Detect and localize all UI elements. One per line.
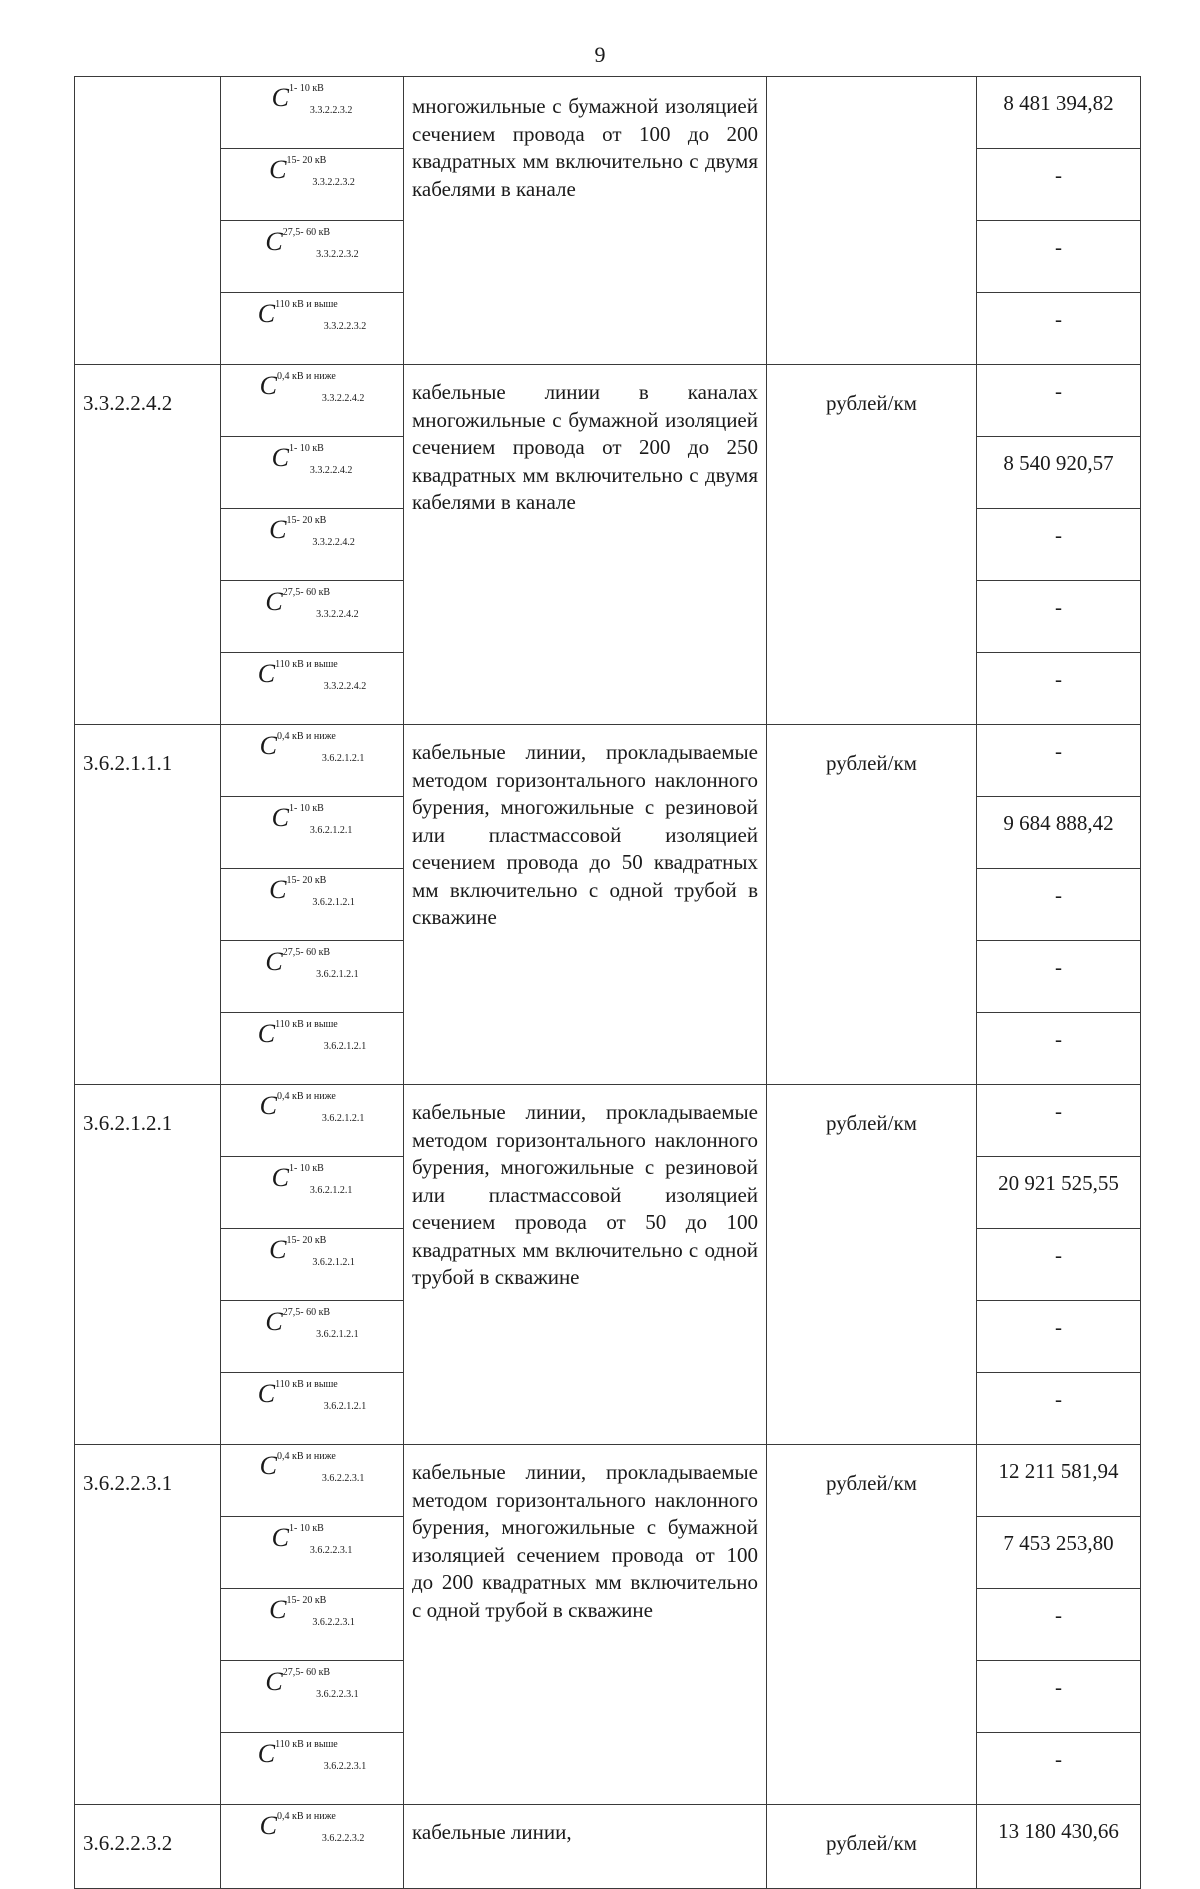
rate-value: 20 921 525,55	[977, 1157, 1141, 1229]
rate-value: -	[977, 509, 1141, 581]
item-code: 3.6.2.1.1.1	[75, 725, 221, 1085]
variable-index: 3.6.2.2.3.1	[309, 1545, 353, 1556]
rate-value: 12 211 581,94	[977, 1445, 1141, 1517]
rate-value: -	[977, 221, 1141, 293]
variable-symbol: C	[271, 1523, 289, 1552]
rate-variable	[221, 941, 404, 1013]
rate-variable	[221, 725, 404, 797]
item-description: кабельные линии,	[404, 1805, 767, 1889]
rate-value: -	[977, 1373, 1141, 1445]
item-description: кабельные линии в каналах многожильные с бумажной изоляцией сечением провода от 200 до 250 квадратных мм включительно с двумя кабелями в канале	[404, 365, 767, 725]
item-description: кабельные линии, прокладываемые методом горизонтального наклонного бурения, многожильные с резиновой или пластмассовой изоляцией сечением провода от 50 до 100 квадратных мм включительно с одной трубой в скважине	[404, 1085, 767, 1445]
item-code	[75, 77, 221, 365]
rate-value: -	[977, 653, 1141, 725]
rate-value: 8 481 394,82	[977, 77, 1141, 149]
rate-value: 7 453 253,80	[977, 1517, 1141, 1589]
variable-symbol: C	[271, 803, 289, 832]
variable-symbol: C	[265, 587, 283, 616]
variable-symbol: C	[265, 1307, 283, 1336]
voltage-class: 110 кВ и выше	[275, 1019, 338, 1030]
table-row	[75, 1805, 1141, 1889]
voltage-class: 27,5- 60 кВ	[282, 587, 331, 598]
variable-index: 3.6.2.2.3.1	[316, 1689, 359, 1700]
voltage-class: 0,4 кВ и ниже	[277, 1811, 336, 1822]
rate-value: -	[977, 365, 1141, 437]
variable-index: 3.6.2.1.2.1	[323, 1401, 367, 1412]
voltage-class: 0,4 кВ и ниже	[277, 1451, 336, 1462]
table-row	[75, 1085, 1141, 1157]
rate-variable	[221, 77, 404, 149]
variable-index: 3.6.2.1.2.1	[316, 969, 359, 980]
rate-variable	[221, 221, 404, 293]
rate-variable	[221, 365, 404, 437]
voltage-class: 15- 20 кВ	[286, 1235, 327, 1246]
rate-value: -	[977, 1229, 1141, 1301]
rate-variable	[221, 293, 404, 365]
table-row	[75, 365, 1141, 437]
variable-index: 3.6.2.1.2.1	[309, 825, 353, 836]
voltage-class: 0,4 кВ и ниже	[277, 731, 336, 742]
variable-symbol: C	[269, 155, 287, 184]
unit-of-measure: рублей/км	[767, 1805, 977, 1889]
rate-variable	[221, 149, 404, 221]
variable-symbol: C	[257, 1739, 276, 1768]
item-description: многожильные с бумажной изоляцией сечением провода от 100 до 200 квадратных мм включительно с двумя кабелями в канале	[404, 77, 767, 365]
variable-symbol: C	[269, 1235, 287, 1264]
rate-value: 13 180 430,66	[977, 1805, 1141, 1889]
rate-value: 9 684 888,42	[977, 797, 1141, 869]
item-code: 3.6.2.1.2.1	[75, 1085, 221, 1445]
voltage-class: 1- 10 кВ	[288, 1163, 324, 1174]
rate-value: -	[977, 149, 1141, 221]
variable-index: 3.6.2.1.2.1	[316, 1329, 359, 1340]
variable-symbol: C	[265, 1667, 283, 1696]
variable-symbol: C	[259, 1811, 278, 1840]
rate-variable	[221, 1589, 404, 1661]
variable-index: 3.6.2.2.3.1	[323, 1761, 367, 1772]
variable-symbol: C	[271, 443, 289, 472]
rate-variable	[221, 1301, 404, 1373]
unit-of-measure: рублей/км	[767, 1445, 977, 1805]
variable-index: 3.6.2.1.2.1	[321, 753, 365, 764]
rate-variable	[221, 1229, 404, 1301]
table-row	[75, 725, 1141, 797]
rate-value: -	[977, 293, 1141, 365]
voltage-class: 1- 10 кВ	[288, 83, 324, 94]
variable-index: 3.3.2.2.3.2	[312, 177, 355, 188]
variable-index: 3.6.2.1.2.1	[312, 1257, 355, 1268]
voltage-class: 0,4 кВ и ниже	[277, 1091, 336, 1102]
variable-index: 3.3.2.2.4.2	[312, 537, 355, 548]
rate-variable	[221, 1805, 404, 1889]
voltage-class: 15- 20 кВ	[286, 875, 327, 886]
item-code: 3.6.2.2.3.2	[75, 1805, 221, 1889]
variable-symbol: C	[265, 947, 283, 976]
variable-symbol: C	[257, 659, 276, 688]
unit-of-measure	[767, 77, 977, 365]
unit-of-measure: рублей/км	[767, 1085, 977, 1445]
variable-symbol: C	[259, 1451, 278, 1480]
variable-symbol: C	[271, 83, 289, 112]
rate-value: -	[977, 1661, 1141, 1733]
rate-variable	[221, 869, 404, 941]
rate-variable	[221, 1085, 404, 1157]
variable-index: 3.3.2.2.4.2	[323, 681, 367, 692]
rates-table-body	[75, 77, 1141, 1889]
variable-symbol: C	[271, 1163, 289, 1192]
voltage-class: 110 кВ и выше	[275, 1379, 338, 1390]
variable-symbol: C	[265, 227, 283, 256]
variable-index: 3.6.2.1.2.1	[321, 1113, 365, 1124]
unit-of-measure: рублей/км	[767, 365, 977, 725]
rate-value: -	[977, 581, 1141, 653]
variable-index: 3.3.2.2.3.2	[316, 249, 359, 260]
variable-index: 3.3.2.2.3.2	[309, 105, 353, 116]
voltage-class: 27,5- 60 кВ	[282, 1667, 331, 1678]
rate-variable	[221, 797, 404, 869]
variable-symbol: C	[257, 1019, 276, 1048]
voltage-class: 1- 10 кВ	[288, 1523, 324, 1534]
variable-symbol: C	[259, 1091, 278, 1120]
voltage-class: 27,5- 60 кВ	[282, 227, 331, 238]
voltage-class: 110 кВ и выше	[275, 659, 338, 670]
table-row	[75, 77, 1141, 149]
variable-index: 3.3.2.2.4.2	[321, 393, 365, 404]
rate-variable	[221, 437, 404, 509]
rate-value: -	[977, 1733, 1141, 1805]
variable-index: 3.6.2.1.2.1	[312, 897, 355, 908]
rate-variable	[221, 653, 404, 725]
voltage-class: 1- 10 кВ	[288, 803, 324, 814]
variable-symbol: C	[257, 1379, 276, 1408]
voltage-class: 15- 20 кВ	[286, 1595, 327, 1606]
voltage-class: 15- 20 кВ	[286, 155, 327, 166]
rate-variable	[221, 1517, 404, 1589]
variable-symbol: C	[269, 1595, 287, 1624]
item-code: 3.3.2.2.4.2	[75, 365, 221, 725]
voltage-class: 27,5- 60 кВ	[282, 1307, 331, 1318]
variable-index: 3.6.2.1.2.1	[309, 1185, 353, 1196]
rate-value: -	[977, 941, 1141, 1013]
rate-variable	[221, 1013, 404, 1085]
rate-variable	[221, 1445, 404, 1517]
rates-table	[74, 76, 1141, 1889]
rate-value: -	[977, 1013, 1141, 1085]
voltage-class: 15- 20 кВ	[286, 515, 327, 526]
page-number: 9	[594, 42, 606, 67]
variable-index: 3.6.2.2.3.1	[321, 1473, 365, 1484]
rate-variable	[221, 1373, 404, 1445]
rate-variable	[221, 581, 404, 653]
rate-variable	[221, 1733, 404, 1805]
rate-value: 8 540 920,57	[977, 437, 1141, 509]
unit-of-measure: рублей/км	[767, 725, 977, 1085]
variable-symbol: C	[257, 299, 276, 328]
rate-value: -	[977, 1085, 1141, 1157]
item-description: кабельные линии, прокладываемые методом горизонтального наклонного бурения, многожильные с бумажной изоляцией сечением провода от 100 до 200 квадратных мм включительно с одной трубой в скважине	[404, 1445, 767, 1805]
rate-variable	[221, 1157, 404, 1229]
voltage-class: 110 кВ и выше	[275, 299, 338, 310]
variable-symbol: C	[269, 875, 287, 904]
variable-index: 3.6.2.2.3.1	[312, 1617, 355, 1628]
variable-index: 3.3.2.2.4.2	[309, 465, 353, 476]
variable-index: 3.3.2.2.4.2	[316, 609, 359, 620]
rate-variable	[221, 509, 404, 581]
rate-value: -	[977, 1301, 1141, 1373]
item-code: 3.6.2.2.3.1	[75, 1445, 221, 1805]
variable-index: 3.6.2.1.2.1	[323, 1041, 367, 1052]
variable-index: 3.3.2.2.3.2	[323, 321, 367, 332]
voltage-class: 27,5- 60 кВ	[282, 947, 331, 958]
table-row	[75, 1445, 1141, 1517]
variable-symbol: C	[259, 731, 278, 760]
item-description: кабельные линии, прокладываемые методом горизонтального наклонного бурения, многожильные с резиновой или пластмассовой изоляцией сечением провода до 50 квадратных мм включительно с одной трубой в скважине	[404, 725, 767, 1085]
rate-value: -	[977, 725, 1141, 797]
variable-index: 3.6.2.2.3.2	[321, 1833, 365, 1844]
variable-symbol: C	[259, 371, 278, 400]
voltage-class: 1- 10 кВ	[288, 443, 324, 454]
rate-value: -	[977, 1589, 1141, 1661]
voltage-class: 110 кВ и выше	[275, 1739, 338, 1750]
voltage-class: 0,4 кВ и ниже	[277, 371, 336, 382]
variable-symbol: C	[269, 515, 287, 544]
rate-value: -	[977, 869, 1141, 941]
